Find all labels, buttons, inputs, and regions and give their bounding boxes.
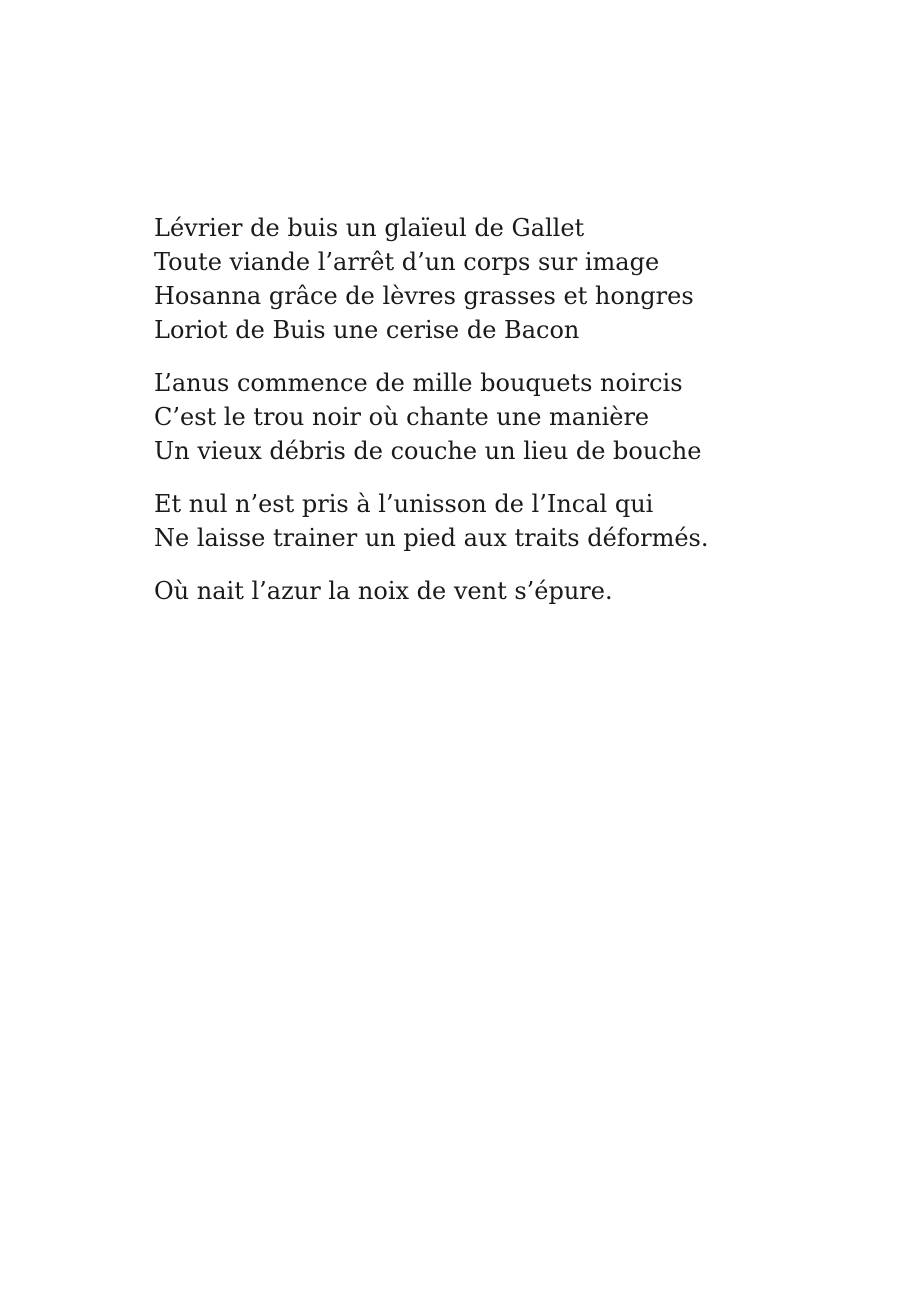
stanza-4 <box>154 574 854 608</box>
poem-line: C’est le trou noir où chante une manière <box>154 403 650 431</box>
poem-line: Un vieux débris de couche un lieu de bouche <box>154 437 702 465</box>
poem-line: Ne laisse trainer un pied aux traits déformés. <box>154 524 709 552</box>
poem-line: Et nul n’est pris à l’unisson de l’Incal qui <box>154 490 654 518</box>
poem-line: Lévrier de buis un glaïeul de Gallet <box>154 214 585 242</box>
poem-line: L’anus commence de mille bouquets noircis <box>154 369 683 397</box>
stanza-1 <box>154 211 854 347</box>
stanza-2 <box>154 366 854 468</box>
poem-line: Loriot de Buis une cerise de Bacon <box>154 316 580 344</box>
poem-line: Où nait l’azur la noix de vent s’épure. <box>154 577 613 605</box>
poem-line: Hosanna grâce de lèvres grasses et hongres <box>154 282 694 310</box>
stanza-3 <box>154 487 854 555</box>
poem <box>154 211 854 627</box>
poem-line: Toute viande l’arrêt d’un corps sur image <box>154 248 660 276</box>
